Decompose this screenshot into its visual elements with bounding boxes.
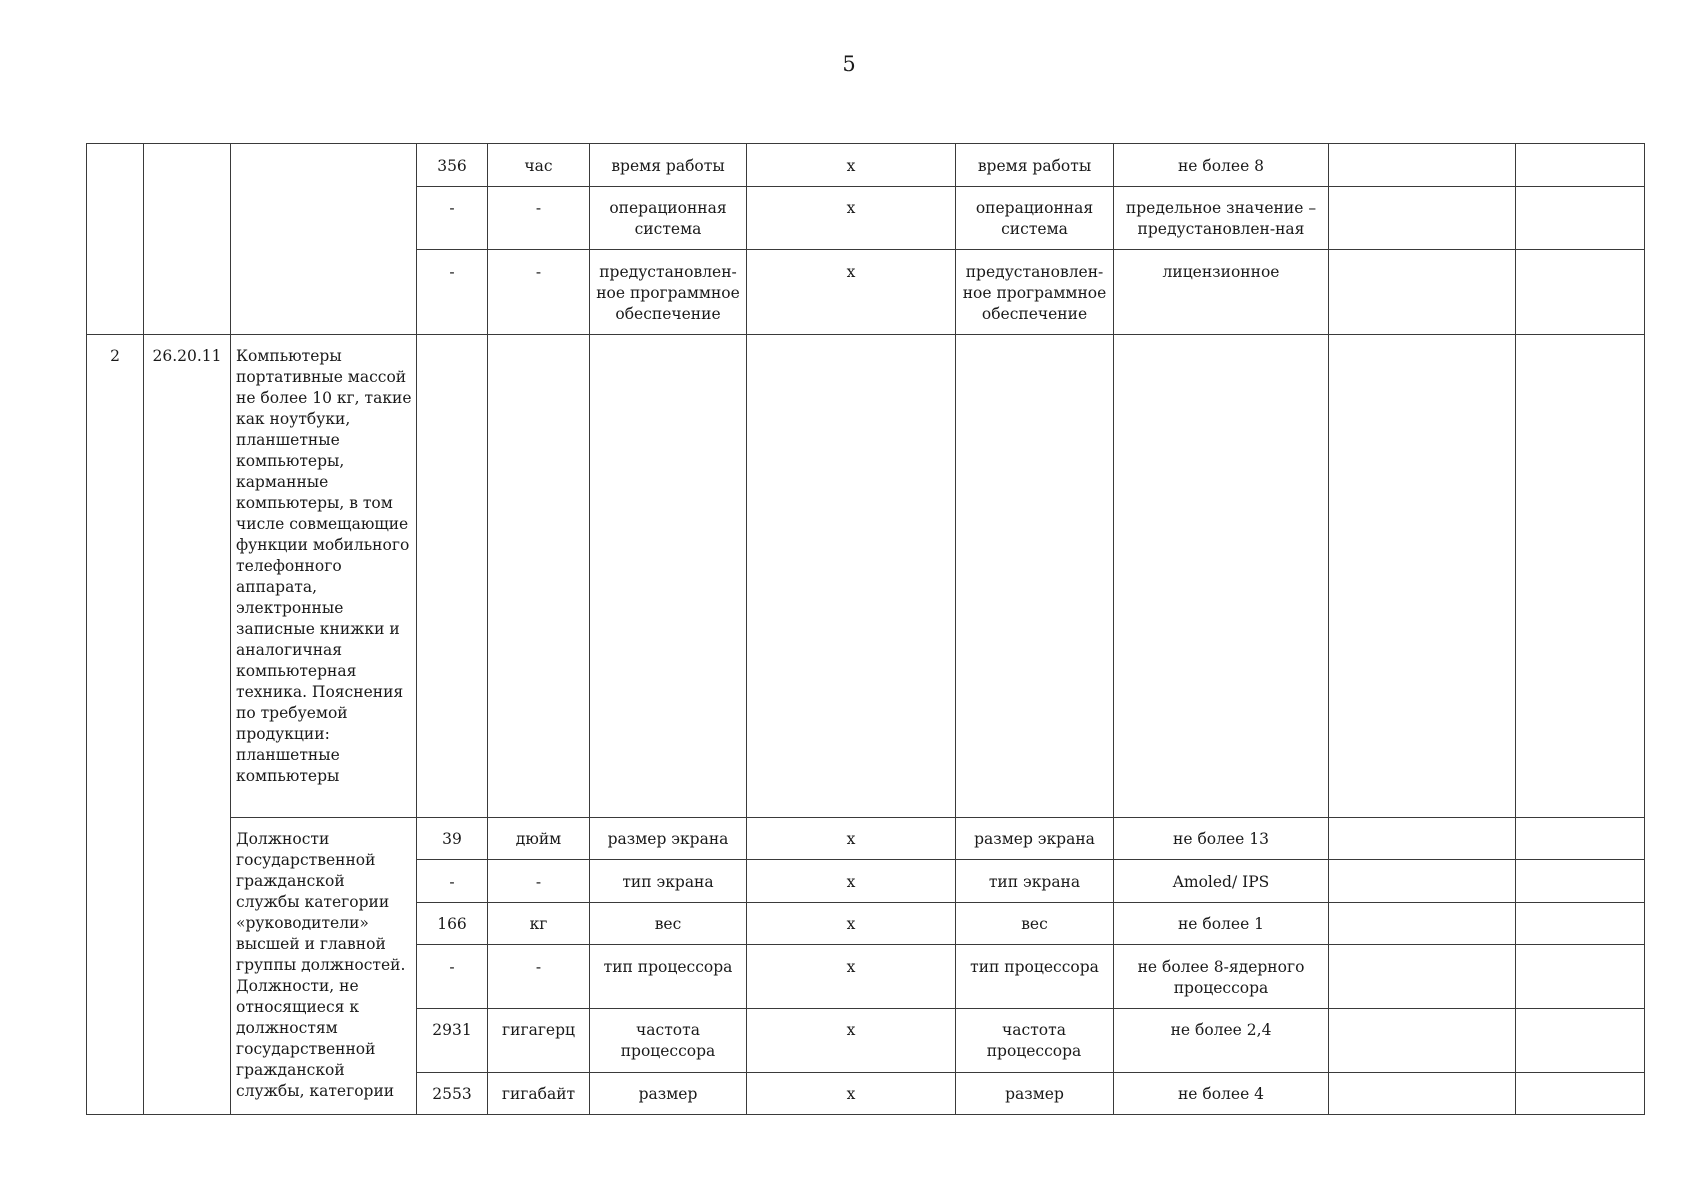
- cell-x: x: [846, 1085, 856, 1103]
- row-divider: [416, 186, 1645, 187]
- cell-x: x: [846, 873, 856, 891]
- cell-x: x: [846, 263, 856, 281]
- row-divider: [416, 1008, 1645, 1009]
- table-border-top: [86, 143, 1645, 144]
- cell-value: не более 1: [1177, 915, 1265, 933]
- cell-x: x: [846, 830, 856, 848]
- cell-unit: дюйм: [515, 830, 562, 848]
- cell-x: x: [846, 1021, 856, 1039]
- cell-characteristic-2: операционная система: [975, 199, 1094, 238]
- cell-characteristic: предустановлен-ное программное обеспечение: [596, 263, 740, 323]
- cell-code: -: [449, 263, 455, 281]
- row-divider: [416, 1072, 1645, 1073]
- table-border-right: [1644, 143, 1645, 1115]
- cell-code: 166: [437, 915, 467, 933]
- product-name: Компьютеры портативные массой не более 10 кг, такие как ноутбуки, планшетные компьютеры, карманные компьютеры, в том числе совмещающие функции мобильного телефонного аппарата, электронные записные книжки и аналогичная компьютерная техника. Пояснения по требуемой продукции: планшетные компьютеры: [236, 347, 412, 785]
- cell-unit: кг: [529, 915, 548, 933]
- cell-code: -: [449, 199, 455, 217]
- cell-unit: -: [535, 263, 542, 281]
- cell-value: лицензионное: [1162, 263, 1280, 281]
- cell-unit: гигабайт: [501, 1085, 576, 1103]
- cell-value: не более 8: [1177, 157, 1265, 175]
- cell-code: 356: [437, 157, 467, 175]
- row-divider: [416, 249, 1645, 250]
- cell-x: x: [846, 157, 856, 175]
- cell-unit: гигагерц: [502, 1021, 575, 1039]
- row-divider: [416, 859, 1645, 860]
- cell-value: не более 13: [1173, 830, 1269, 848]
- cell-unit: -: [535, 199, 542, 217]
- cell-characteristic-2: время работы: [977, 157, 1092, 175]
- cell-characteristic: тип процессора: [603, 958, 733, 976]
- cell-value: не более 2,4: [1170, 1021, 1272, 1039]
- item-number: 2: [110, 347, 120, 365]
- cell-x: x: [846, 958, 856, 976]
- cell-characteristic: частота процессора: [620, 1021, 716, 1060]
- cell-code: 2931: [432, 1021, 472, 1039]
- cell-unit: час: [524, 157, 553, 175]
- col-divider: [230, 143, 231, 1115]
- row-divider: [416, 944, 1645, 945]
- cell-characteristic-2: размер экрана: [974, 830, 1095, 848]
- cell-code: 2553: [432, 1085, 472, 1103]
- cell-unit: -: [535, 873, 542, 891]
- cell-characteristic-2: размер: [1005, 1085, 1064, 1103]
- cell-characteristic-2: тип процессора: [970, 958, 1099, 976]
- col-divider: [86, 143, 87, 1115]
- cell-characteristic: вес: [654, 915, 682, 933]
- page-number: 5: [842, 52, 856, 76]
- cell-x: x: [846, 915, 856, 933]
- cell-characteristic: размер экрана: [607, 830, 729, 848]
- col-divider: [1328, 143, 1329, 1115]
- row-divider: [416, 902, 1645, 903]
- cell-characteristic: размер: [638, 1085, 698, 1103]
- cell-value: не более 4: [1177, 1085, 1265, 1103]
- table-border-bottom: [86, 1114, 1645, 1115]
- cell-x: x: [846, 199, 856, 217]
- cell-value: не более 8-ядерного процессора: [1137, 958, 1305, 997]
- cell-characteristic: время работы: [611, 157, 725, 175]
- cell-value: предельное значение – предустановлен-ная: [1125, 199, 1317, 238]
- cell-code: -: [449, 958, 455, 976]
- cell-characteristic-2: вес: [1021, 915, 1048, 933]
- cell-characteristic: операционная система: [609, 199, 727, 238]
- col-divider: [1113, 143, 1114, 1115]
- okpd-code: 26.20.11: [152, 347, 222, 365]
- row-divider: [230, 817, 1645, 818]
- cell-characteristic: тип экрана: [622, 873, 714, 891]
- col-divider: [1515, 143, 1516, 1115]
- position-category: Должности государственной гражданской службы категории «руководители» высшей и главной группы должностей. Должности, не относящиеся к должностям государственной гражданской службы, категории: [236, 830, 406, 1100]
- cell-characteristic-2: тип экрана: [988, 873, 1081, 891]
- cell-value: Amoled/ IPS: [1172, 873, 1270, 891]
- cell-characteristic-2: предустановлен-ное программное обеспечение: [962, 263, 1107, 323]
- cell-unit: -: [535, 958, 542, 976]
- cell-characteristic-2: частота процессора: [986, 1021, 1082, 1060]
- cell-code: -: [449, 873, 455, 891]
- col-divider: [143, 143, 144, 1115]
- row-divider: [86, 334, 1645, 335]
- cell-code: 39: [442, 830, 462, 848]
